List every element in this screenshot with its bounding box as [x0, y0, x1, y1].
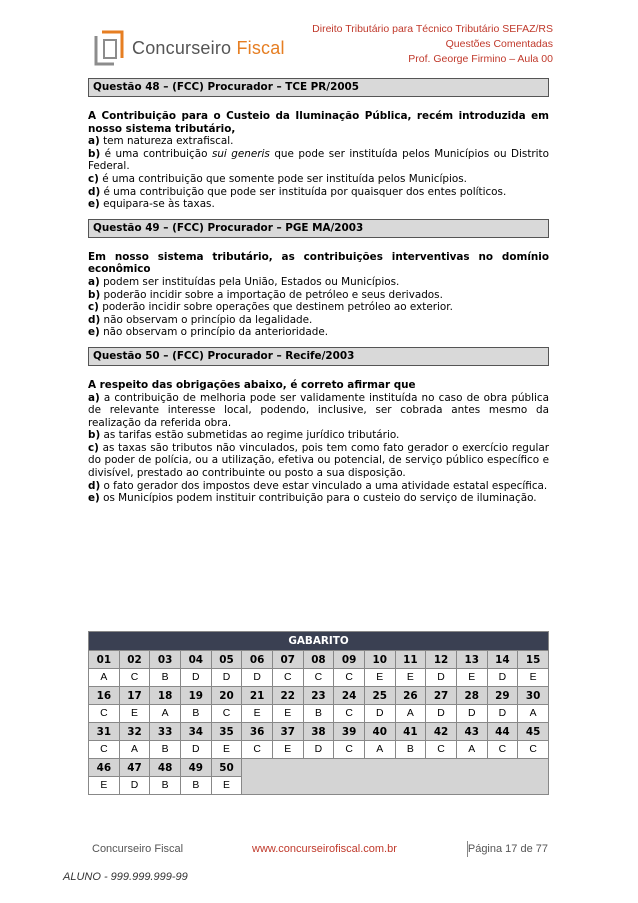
answer-cell: D: [456, 705, 487, 723]
answer-cell: E: [242, 705, 273, 723]
question-number-cell: 19: [180, 687, 211, 705]
section-title: Questões Comentadas: [445, 38, 553, 50]
option-letter: d): [88, 313, 101, 326]
answer-cell: C: [334, 669, 365, 687]
answer-cell: C: [426, 741, 457, 759]
answer-cell: C: [211, 705, 242, 723]
answer-cell: B: [395, 741, 426, 759]
option-a: [88, 392, 549, 430]
option-text: é uma contribuição: [100, 147, 212, 160]
question-number-cell: 11: [395, 651, 426, 669]
logo-text-main: Concurseiro: [132, 37, 237, 58]
answer-cell: B: [180, 777, 211, 795]
answer-cell: E: [119, 705, 150, 723]
question-number-cell: 41: [395, 723, 426, 741]
question-number-cell: 36: [242, 723, 273, 741]
question-number-cell: 20: [211, 687, 242, 705]
question-number-cell: 26: [395, 687, 426, 705]
answer-cell: D: [487, 669, 518, 687]
option-text: tem natureza extrafiscal.: [99, 135, 234, 148]
answer-cell: C: [518, 741, 549, 759]
question-number-cell: 37: [272, 723, 303, 741]
option-text: que pode ser instituída pelos Municípios ou Distrito Federal.: [88, 147, 549, 173]
option-e: [88, 492, 549, 505]
answer-cell: C: [334, 705, 365, 723]
question-number-cell: 22: [272, 687, 303, 705]
question-number-cell: 04: [180, 651, 211, 669]
option-a: [88, 135, 549, 148]
answer-cell: B: [180, 705, 211, 723]
logo-mark-icon: [92, 28, 126, 68]
answer-cell: D: [211, 669, 242, 687]
question-number-cell: 33: [150, 723, 181, 741]
answer-cell: A: [364, 741, 395, 759]
question-number-cell: 44: [487, 723, 518, 741]
answer-cell: E: [272, 741, 303, 759]
option-letter: c): [88, 301, 99, 314]
question-number-cell: 17: [119, 687, 150, 705]
answer-cell: D: [426, 669, 457, 687]
question-number-cell: 42: [426, 723, 457, 741]
question-number-cell: 27: [426, 687, 457, 705]
answer-key-empty-area: [242, 759, 549, 795]
answer-cell: D: [303, 741, 334, 759]
question-number-cell: 13: [456, 651, 487, 669]
question-number-cell: 49: [180, 759, 211, 777]
question-49: [88, 219, 549, 339]
answer-key-number-row: [89, 651, 549, 669]
professor-lesson: Prof. George Firmino – Aula 00: [408, 53, 553, 65]
option-text: o fato gerador dos impostos deve estar vinculado a uma atividade estatal específica.: [100, 479, 548, 492]
answer-cell: E: [518, 669, 549, 687]
question-number-cell: 16: [89, 687, 120, 705]
option-c: [88, 442, 549, 480]
option-a: [88, 276, 549, 289]
question-number-cell: 50: [211, 759, 242, 777]
question-number-cell: 30: [518, 687, 549, 705]
question-number-cell: 38: [303, 723, 334, 741]
answer-cell: A: [119, 741, 150, 759]
question-number-cell: 09: [334, 651, 365, 669]
option-b: [88, 289, 549, 302]
question-stem: A respeito das obrigações abaixo, é correto afirmar que: [88, 378, 416, 391]
question-number-cell: 43: [456, 723, 487, 741]
option-letter: c): [88, 172, 99, 185]
answer-cell: D: [364, 705, 395, 723]
answer-cell: B: [303, 705, 334, 723]
question-title: Questão 48 – (FCC) Procurador – TCE PR/2005: [88, 78, 549, 97]
option-b: [88, 429, 549, 442]
answer-cell: C: [487, 741, 518, 759]
logo-text-accent: Fiscal: [236, 37, 285, 58]
question-number-cell: 47: [119, 759, 150, 777]
option-text: poderão incidir sobre a importação de petróleo e seus derivados.: [100, 288, 443, 301]
answer-cell: C: [119, 669, 150, 687]
option-letter: e): [88, 492, 100, 505]
option-d: [88, 186, 549, 199]
option-letter: d): [88, 185, 101, 198]
question-number-cell: 06: [242, 651, 273, 669]
question-number-cell: 07: [272, 651, 303, 669]
student-watermark: ALUNO - 999.999.999-99: [63, 871, 188, 883]
answer-key-answer-row: [89, 669, 549, 687]
answer-cell: A: [395, 705, 426, 723]
answer-cell: E: [211, 741, 242, 759]
question-number-cell: 32: [119, 723, 150, 741]
question-number-cell: 34: [180, 723, 211, 741]
option-letter: a): [88, 135, 100, 148]
option-letter: b): [88, 147, 101, 160]
question-48: [88, 78, 549, 211]
question-number-cell: 02: [119, 651, 150, 669]
option-text: a contribuição de melhoria pode ser validamente instituída no caso de obra pública de relevante interesse local, podendo, inclusive, ser cobrada antes mesmo da realização da referida obra.: [88, 391, 549, 429]
option-d: [88, 480, 549, 493]
answer-cell: C: [89, 705, 120, 723]
option-text: podem ser instituídas pela União, Estados ou Municípios.: [99, 275, 400, 288]
answer-cell: B: [150, 741, 181, 759]
option-e: [88, 326, 549, 339]
option-d: [88, 314, 549, 327]
footer-brand: Concurseiro Fiscal: [92, 843, 184, 855]
option-text: não observam o princípio da anterioridade.: [99, 326, 329, 339]
question-number-cell: 03: [150, 651, 181, 669]
option-text: é uma contribuição que pode ser instituída por quaisquer dos entes políticos.: [100, 185, 507, 198]
question-stem: Em nosso sistema tributário, as contribuições interventivas no domínio econômico: [88, 250, 549, 276]
question-title: Questão 49 – (FCC) Procurador – PGE MA/2003: [88, 219, 549, 238]
answer-cell: B: [150, 777, 181, 795]
answer-cell: E: [211, 777, 242, 795]
option-c: [88, 301, 549, 314]
option-e: [88, 198, 549, 211]
answer-cell: C: [89, 741, 120, 759]
question-number-cell: 28: [456, 687, 487, 705]
question-50: [88, 347, 549, 505]
question-number-cell: 29: [487, 687, 518, 705]
answer-cell: D: [180, 669, 211, 687]
option-text: as taxas são tributos não vinculados, pois tem como fato gerador o exercício regular do poder de polícia, ou a utilização, efetiva ou potencial, de serviço público específico e divisível, prestado ao contribuinte ou posto a sua disposição.: [88, 441, 549, 480]
question-title: Questão 50 – (FCC) Procurador – Recife/2003: [88, 347, 549, 366]
header-info: [223, 22, 553, 67]
question-number-cell: 35: [211, 723, 242, 741]
answer-cell: E: [272, 705, 303, 723]
question-number-cell: 23: [303, 687, 334, 705]
answer-cell: C: [242, 741, 273, 759]
answer-cell: C: [272, 669, 303, 687]
footer-website-link[interactable]: www.concurseirofiscal.com.br: [252, 843, 397, 855]
option-b: [88, 148, 549, 173]
answer-key-table: [88, 631, 549, 795]
question-number-cell: 14: [487, 651, 518, 669]
answer-key-header: [89, 632, 549, 651]
answer-cell: E: [456, 669, 487, 687]
answer-cell: E: [395, 669, 426, 687]
option-text: as tarifas estão submetidas ao regime jurídico tributário.: [100, 429, 400, 442]
option-text: equipara-se às taxas.: [99, 198, 215, 211]
option-text: é uma contribuição que somente pode ser instituída pelos Municípios.: [98, 172, 467, 185]
answer-cell: D: [242, 669, 273, 687]
answer-cell: D: [487, 705, 518, 723]
question-number-cell: 45: [518, 723, 549, 741]
question-number-cell: 21: [242, 687, 273, 705]
course-title: Direito Tributário para Técnico Tributário SEFAZ/RS: [312, 23, 553, 35]
question-number-cell: 12: [426, 651, 457, 669]
question-number-cell: 31: [89, 723, 120, 741]
question-number-cell: 01: [89, 651, 120, 669]
question-number-cell: 08: [303, 651, 334, 669]
answer-key-body: [89, 651, 549, 795]
answer-cell: A: [150, 705, 181, 723]
answer-key-number-row: [89, 687, 549, 705]
answer-cell: C: [334, 741, 365, 759]
answer-cell: D: [426, 705, 457, 723]
option-letter: a): [88, 275, 100, 288]
option-c: [88, 173, 549, 186]
question-number-cell: 10: [364, 651, 395, 669]
question-number-cell: 24: [334, 687, 365, 705]
option-letter: a): [88, 391, 100, 404]
option-text: não observam o princípio da legalidade.: [100, 313, 313, 326]
answer-key-answer-row: [89, 705, 549, 723]
answer-cell: A: [518, 705, 549, 723]
answer-cell: A: [456, 741, 487, 759]
answer-cell: D: [180, 741, 211, 759]
option-text: poderão incidir sobre operações que destinem petróleo ao exterior.: [98, 301, 453, 314]
option-letter: d): [88, 479, 101, 492]
questions-list: [88, 78, 549, 513]
question-number-cell: 48: [150, 759, 181, 777]
question-stem: A Contribuição para o Custeio da Iluminação Pública, recém introduzida em nosso sistema tributário,: [88, 110, 549, 135]
answer-key-number-row: [89, 723, 549, 741]
answer-cell: E: [364, 669, 395, 687]
answer-key-title: GABARITO: [89, 632, 549, 651]
question-number-cell: 18: [150, 687, 181, 705]
option-text: os Municípios podem instituir contribuição para o custeio do serviço de iluminação.: [99, 492, 537, 505]
answer-cell: B: [150, 669, 181, 687]
question-number-cell: 25: [364, 687, 395, 705]
answer-key-answer-row: [89, 741, 549, 759]
answer-cell: E: [89, 777, 120, 795]
question-number-cell: 39: [334, 723, 365, 741]
option-letter: e): [88, 198, 100, 211]
option-letter: b): [88, 429, 101, 442]
answer-cell: A: [89, 669, 120, 687]
question-number-cell: 05: [211, 651, 242, 669]
answer-cell: C: [303, 669, 334, 687]
option-text-italic: sui generis: [211, 147, 270, 160]
question-number-cell: 40: [364, 723, 395, 741]
option-letter: b): [88, 288, 101, 301]
answer-key-number-row: [89, 759, 549, 777]
option-letter: c): [88, 441, 99, 454]
question-number-cell: 46: [89, 759, 120, 777]
option-letter: e): [88, 326, 100, 339]
answer-cell: D: [119, 777, 150, 795]
question-number-cell: 15: [518, 651, 549, 669]
page-number: Página 17 de 77: [467, 843, 548, 855]
